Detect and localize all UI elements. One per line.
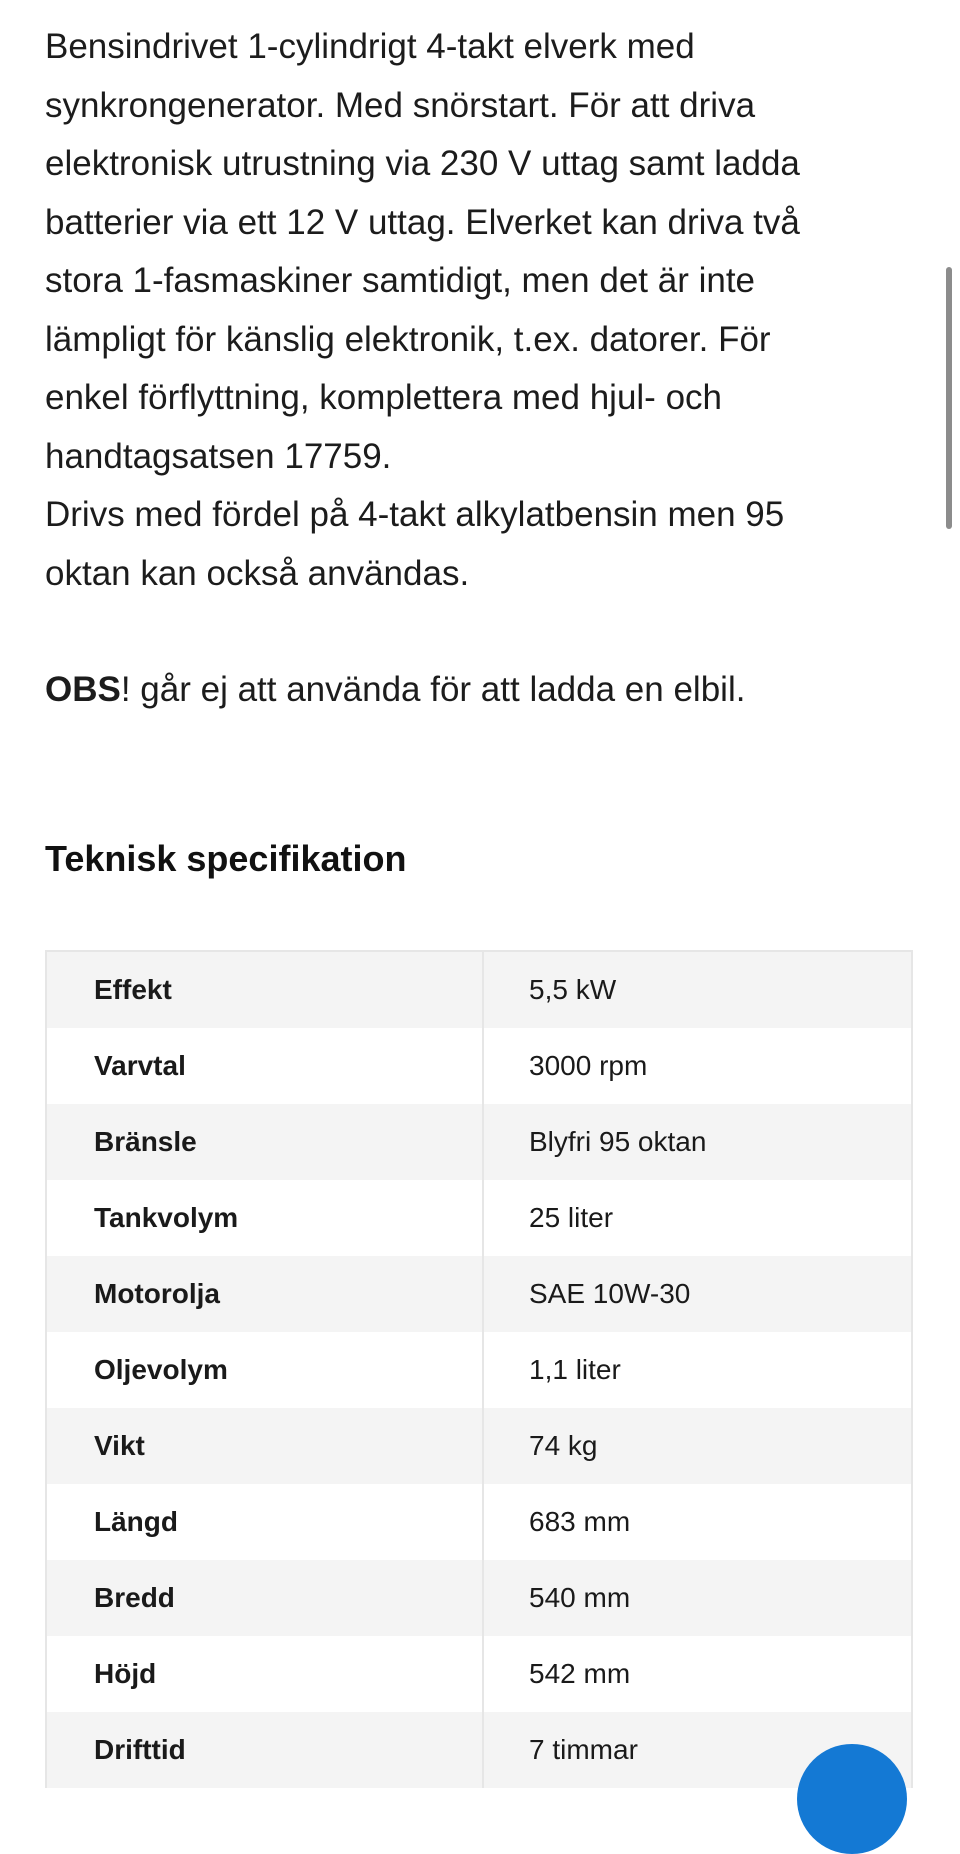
scrollbar-thumb[interactable] [946,267,952,529]
description-line: oktan kan också användas. [45,553,470,593]
spec-value: 542 mm [483,1636,912,1712]
table-row [46,1104,912,1180]
table-row [46,1636,912,1712]
spec-key: Oljevolym [46,1332,483,1408]
spec-value: SAE 10W-30 [483,1256,912,1332]
description-line: synkrongenerator. Med snörstart. För att driva [45,85,756,125]
table-row [46,1484,912,1560]
description-line: lämpligt för känslig elektronik, t.ex. datorer. För [45,319,771,359]
product-description [45,18,885,603]
notice-bold-label: OBS [45,670,121,709]
spec-value: 74 kg [483,1408,912,1484]
table-row [46,1712,912,1788]
description-line: elektronisk utrustning via 230 V uttag samt ladda [45,144,800,183]
table-row [46,951,912,1028]
description-line: Bensindrivet 1-cylindrigt 4-takt elverk med [45,27,695,66]
table-row [46,1332,912,1408]
spec-key: Höjd [46,1636,483,1712]
spec-key: Varvtal [46,1028,483,1104]
spec-key: Längd [46,1484,483,1560]
spec-value: 540 mm [483,1560,912,1636]
description-line: handtagsatsen 17759. [45,436,392,476]
spec-key: Tankvolym [46,1180,483,1256]
spec-value: 683 mm [483,1484,912,1560]
spec-value: 7 timmar [483,1712,912,1788]
table-row [46,1028,912,1104]
spec-key: Effekt [46,951,483,1028]
table-row [46,1560,912,1636]
spec-key: Drifttid [46,1712,483,1788]
description-line: enkel förflyttning, komplettera med hjul- och [45,378,722,417]
notice-text [45,661,885,720]
spec-key: Bränsle [46,1104,483,1180]
table-row [46,1180,912,1256]
spec-value: 25 liter [483,1180,912,1256]
description-line: Drivs med fördel på 4-takt alkylatbensin men 95 [45,495,785,534]
spec-value: 3000 rpm [483,1028,912,1104]
description-line: batterier via ett 12 V uttag. Elverket kan driva två [45,202,800,242]
spec-heading: Teknisk specifikation [45,838,407,879]
description-line: stora 1-fasmaskiner samtidigt, men det är inte [45,261,756,300]
spec-value: Blyfri 95 oktan [483,1104,912,1180]
floating-action-button[interactable] [797,1744,907,1854]
notice-message: ! går ej att använda för att ladda en elbil. [120,670,746,709]
table-row [46,1408,912,1484]
spec-table [45,950,913,1788]
spec-key: Motorolja [46,1256,483,1332]
product-description-section [45,18,885,720]
spec-value: 1,1 liter [483,1332,912,1408]
table-row [46,1256,912,1332]
spec-key: Bredd [46,1560,483,1636]
spec-key: Vikt [46,1408,483,1484]
spec-value: 5,5 kW [483,951,912,1028]
